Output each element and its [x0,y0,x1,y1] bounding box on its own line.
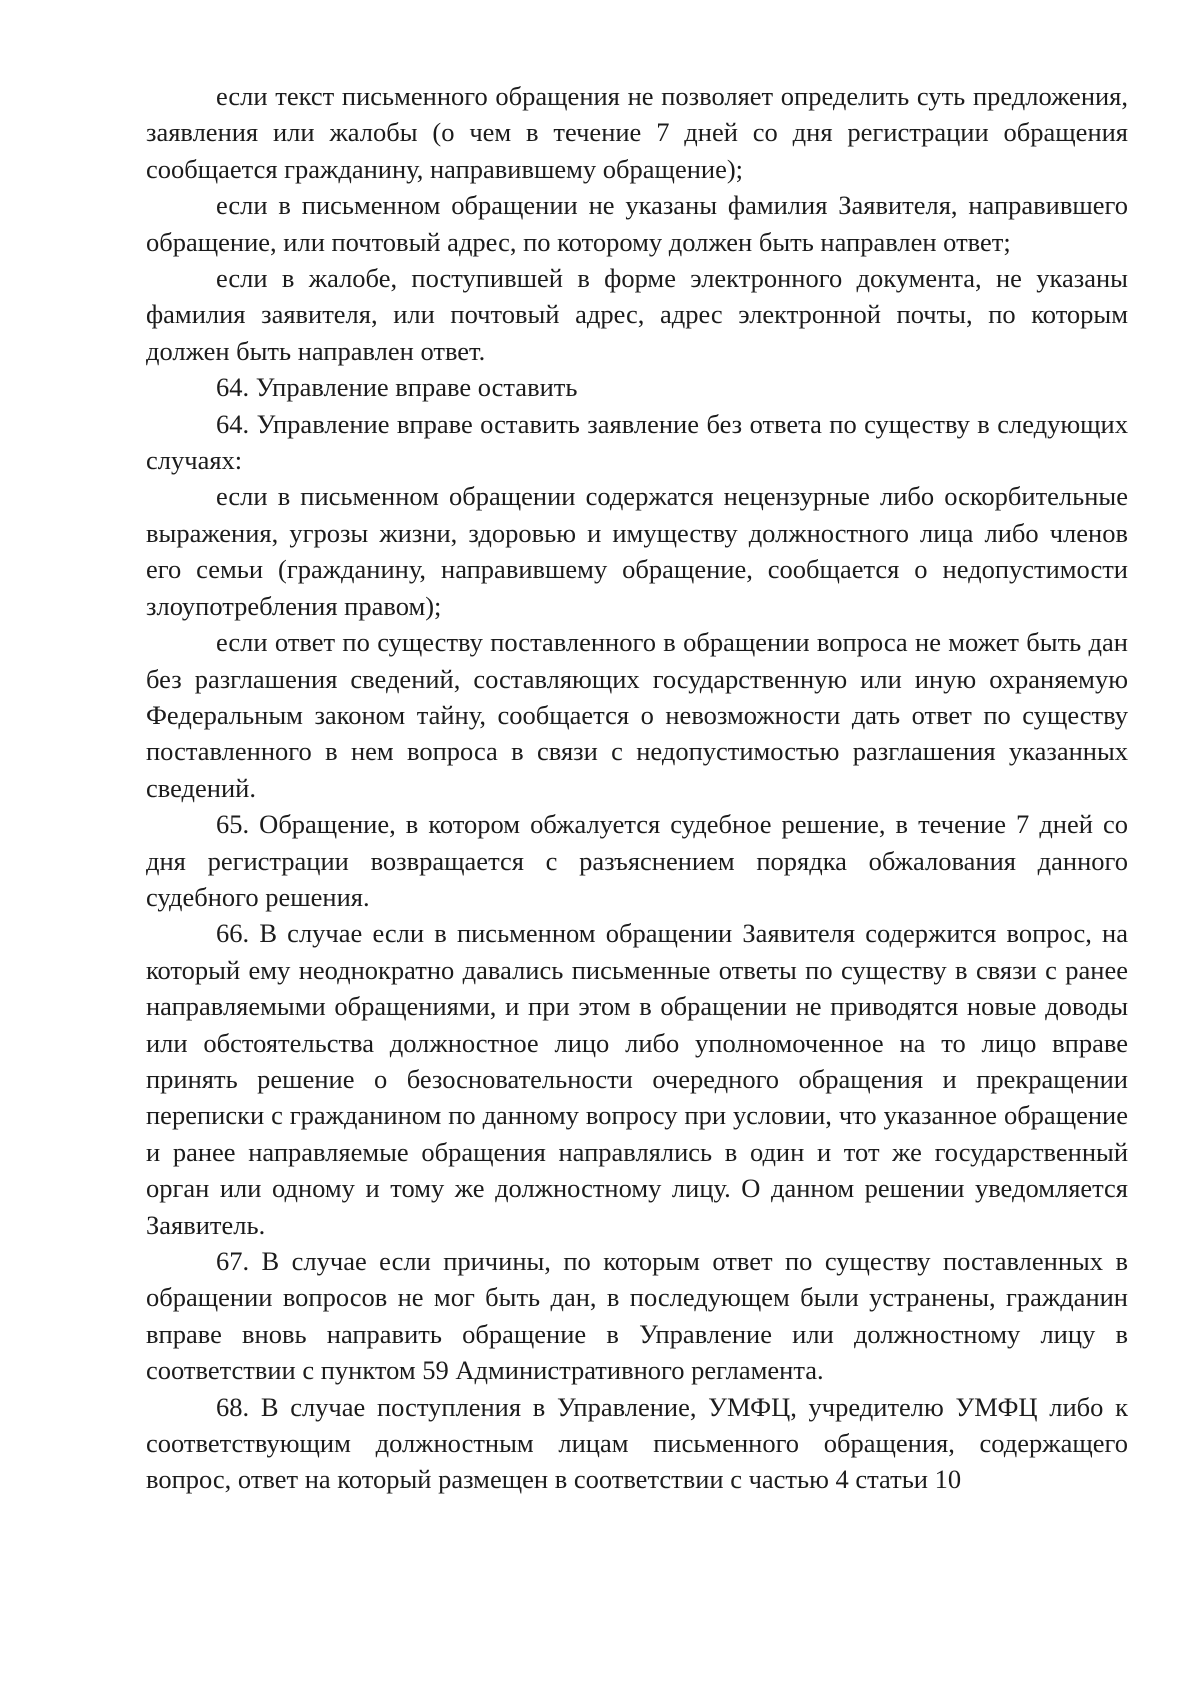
paragraph-65: 65. Обращение, в котором обжалуется судебное решение, в течение 7 дней со дня регистрации возвращается с разъяснением порядка обжалования данного судебного решения. [146,809,1128,912]
paragraph-electronic-complaint: если в жалобе, поступившей в форме электронного документа, не указаны фамилия заявителя, или почтовый адрес, адрес электронной почты, по которым должен быть направлен ответ. [146,263,1128,366]
document-page [146,78,1128,1498]
paragraph-64-fragment: 64. Управление вправе оставить [216,372,578,403]
paragraph-68: 68. В случае поступления в Управление, УМФЦ, учредителю УМФЦ либо к соответствующим должностным лицам письменного обращения, содержащего вопрос, ответ на который размещен в соответствии с частью 4 статьи 10 [146,1391,1128,1495]
paragraph-64: 64. Управление вправе оставить заявление без ответа по существу в следующих случаях: [146,408,1128,476]
paragraph-67: 67. В случае если причины, по которым ответ по существу поставленных в обращении вопросов не мог быть дан, в последующем были устранены, гражданин вправе вновь направить обращение в Управление или должностному лицу в соответствии с пунктом 59 Административного регламента. [146,1246,1128,1386]
paragraph-no-essence: если текст письменного обращения не позволяет определить суть предложения, заявления или жалобы (о чем в течение 7 дней со дня регистрации обращения сообщается гражданину, направившему обращение); [146,81,1128,184]
paragraph-obscene-language: если в письменном обращении содержатся нецензурные либо оскорбительные выражения, угрозы жизни, здоровью и имуществу должностного лица либо членов его семьи (гражданину, направившему обращение, сообщается о недопустимости злоупотребления правом); [146,481,1128,621]
paragraph-66: 66. В случае если в письменном обращении Заявителя содержится вопрос, на который ему неоднократно давались письменные ответы по существу в связи с ранее направляемыми обращениями, и при этом в обращении не приводятся новые доводы или обстоятельства должностное лицо либо уполномоченное на то лицо вправе принять решение о безосновательности очередного обращения и прекращении переписки с гражданином по данному вопросу при условии, что указанное обращение и ранее направляемые обращения направлялись в один и тот же государственный орган или одному и тому же должностному лицу. О данном решении уведомляется Заявитель. [146,918,1128,1240]
paragraph-no-surname: если в письменном обращении не указаны фамилия Заявителя, направившего обращение, или почтовый адрес, по которому должен быть направлен ответ; [146,190,1128,257]
paragraph-state-secret: если ответ по существу поставленного в обращении вопроса не может быть дан без разглашения сведений, составляющих государственную или иную охраняемую Федеральным законом тайну, сообщается о невозможности дать ответ по существу поставленного в нем вопроса в связи с недопустимостью разглашения указанных сведений. [146,627,1128,803]
